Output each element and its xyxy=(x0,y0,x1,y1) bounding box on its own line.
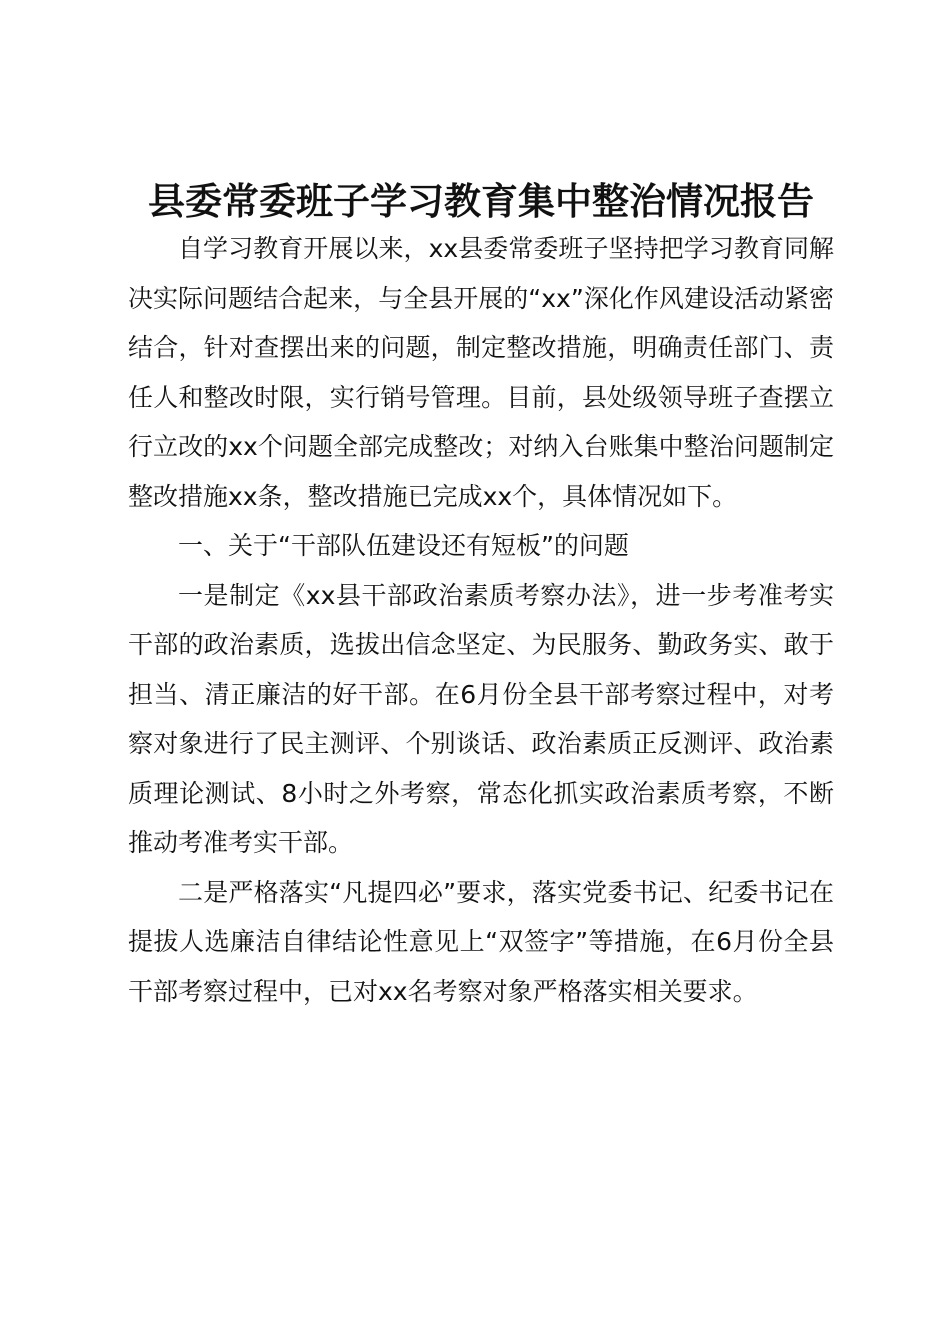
section-heading-1: 一、关于“干部队伍建设还有短板”的问题 xyxy=(178,531,629,560)
intro-paragraph: 自学习教育开展以来，xx县委常委班子坚持把学习教育同解决实际问题结合起来，与全县开展的“xx”深化作风建设活动紧密结合，针对查摆出来的问题，制定整改措施，明确责任部门、责任人和整改时限，实行销号管理。目前，县处级领导班子查摆立行立改的xx个问题全部完成整改；对纳入台账集中整治问题制定整改措施xx条，整改措施已完成xx个，具体情况如下。 xyxy=(128,234,834,511)
document-title: 县委常委班子学习教育集中整治情况报告 xyxy=(148,180,814,223)
measure-paragraph-2: 二是严格落实“凡提四必”要求，落实党委书记、纪委书记在提拔人选廉洁自律结论性意见上“双签字”等措施，在6月份全县干部考察过程中，已对xx名考察对象严格落实相关要求。 xyxy=(128,877,834,1006)
measure-paragraph-1: 一是制定《xx县干部政治素质考察办法》，进一步考准考实干部的政治素质，选拔出信念坚定、为民服务、勤政务实、敢于担当、清正廉洁的好干部。在6月份全县干部考察过程中，对考察对象进行了民主测评、个别谈话、政治素质正反测评、政治素质理论测试、8小时之外考察，常态化抓实政治素质考察，不断推动考准考实干部。 xyxy=(128,580,834,857)
document-page xyxy=(128,180,834,1016)
